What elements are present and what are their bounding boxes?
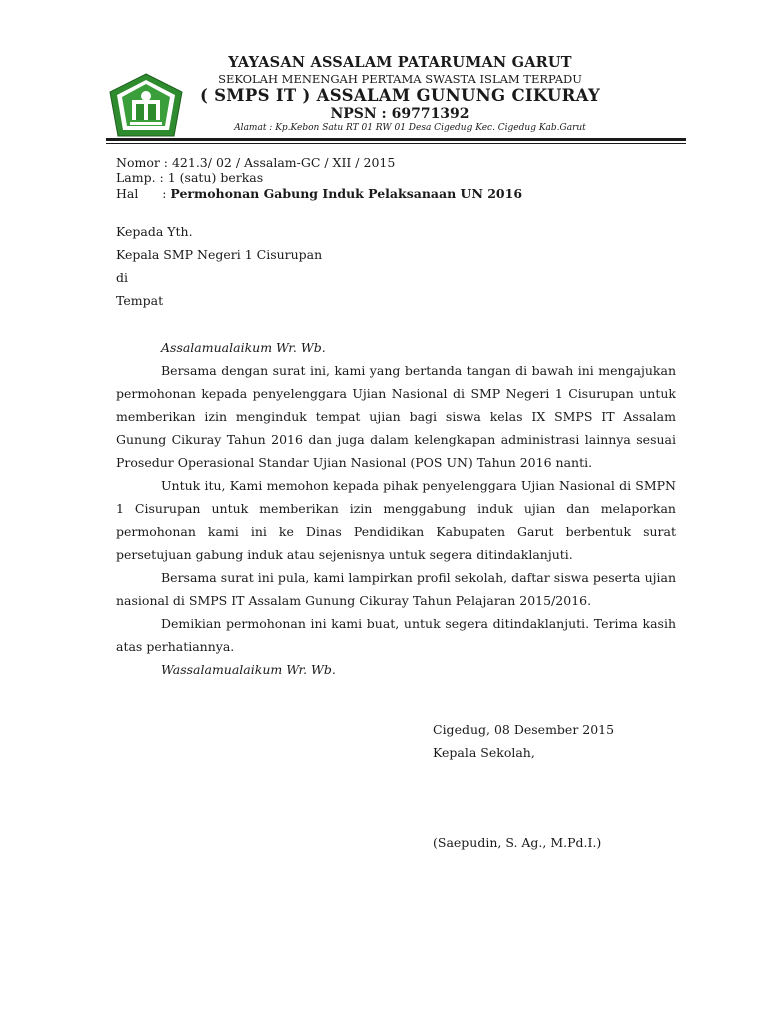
signatory-name: (Saepudin, S. Ag., M.Pd.I.)	[433, 835, 602, 850]
subject-text: Permohonan Gabung Induk Pelaksanaan UN 2016	[170, 186, 523, 201]
closing-greeting: Wassalamualaikum Wr. Wb.	[161, 662, 336, 677]
school-logo	[108, 72, 184, 138]
school-name: ( SMPS IT ) ASSALAM GUNUNG CIKURAY	[199, 86, 601, 105]
body-paragraph: Untuk itu, Kami memohon kepada pihak penyelenggara Ujian Nasional di SMPN 1 Cisurupan untuk memberikan izin menggabung induk ujian dan melaporkan permohonan kami ini ke Dinas Pendidikan Kabupaten Garut berbentuk surat persetujuan gabung induk atau sejenisnya untuk segera ditindaklanjuti.	[116, 478, 676, 562]
foundation-name: YAYASAN ASSALAM PATARUMAN GARUT	[228, 54, 572, 71]
body-paragraph: Demikian permohonan ini kami buat, untuk segera ditindaklanjuti. Terima kasih atas perhatiannya.	[116, 616, 676, 654]
body-paragraph: Bersama dengan surat ini, kami yang bertanda tangan di bawah ini mengajukan permohonan kepada penyelenggara Ujian Nasional di SMP Negeri 1 Cisurupan untuk memberikan izin menginduk tempat ujian bagi siswa kelas IX SMPS IT Assalam Gunung Cikuray Tahun 2016 dan juga dalam kelengkapan administrasi lainnya sesuai Prosedur Operasional Standar Ujian Nasional (POS UN) Tahun 2016 nanti.	[116, 363, 676, 470]
subject-label: Hal :	[116, 186, 171, 201]
signature-position: Kepala Sekolah,	[433, 745, 535, 760]
attachment-line: Lamp. : 1 (satu) berkas	[116, 170, 264, 185]
opening-greeting: Assalamualaikum Wr. Wb.	[161, 340, 326, 355]
recipient-place: Tempat	[116, 293, 164, 308]
letterhead-divider-thin	[106, 143, 686, 144]
subject-line	[116, 186, 522, 201]
recipient-salutation: Kepada Yth.	[116, 224, 193, 239]
signature-place-date: Cigedug, 08 Desember 2015	[433, 722, 615, 737]
body-paragraph: Bersama surat ini pula, kami lampirkan profil sekolah, daftar siswa peserta ujian nasional di SMPS IT Assalam Gunung Cikuray Tahun Pelajaran 2015/2016.	[116, 570, 676, 608]
recipient-di: di	[116, 270, 128, 285]
letter-body	[116, 336, 676, 681]
letterhead-divider-thick	[106, 138, 686, 141]
school-type: SEKOLAH MENENGAH PERTAMA SWASTA ISLAM TERPADU	[218, 72, 582, 86]
recipient-name: Kepala SMP Negeri 1 Cisurupan	[116, 247, 323, 262]
npsn-number: NPSN : 69771392	[330, 106, 470, 122]
letter-number: Nomor : 421.3/ 02 / Assalam-GC / XII / 2015	[116, 155, 396, 170]
school-address: Alamat : Kp.Kebon Satu RT 01 RW 01 Desa Cigedug Kec. Cigedug Kab.Garut	[234, 123, 586, 133]
